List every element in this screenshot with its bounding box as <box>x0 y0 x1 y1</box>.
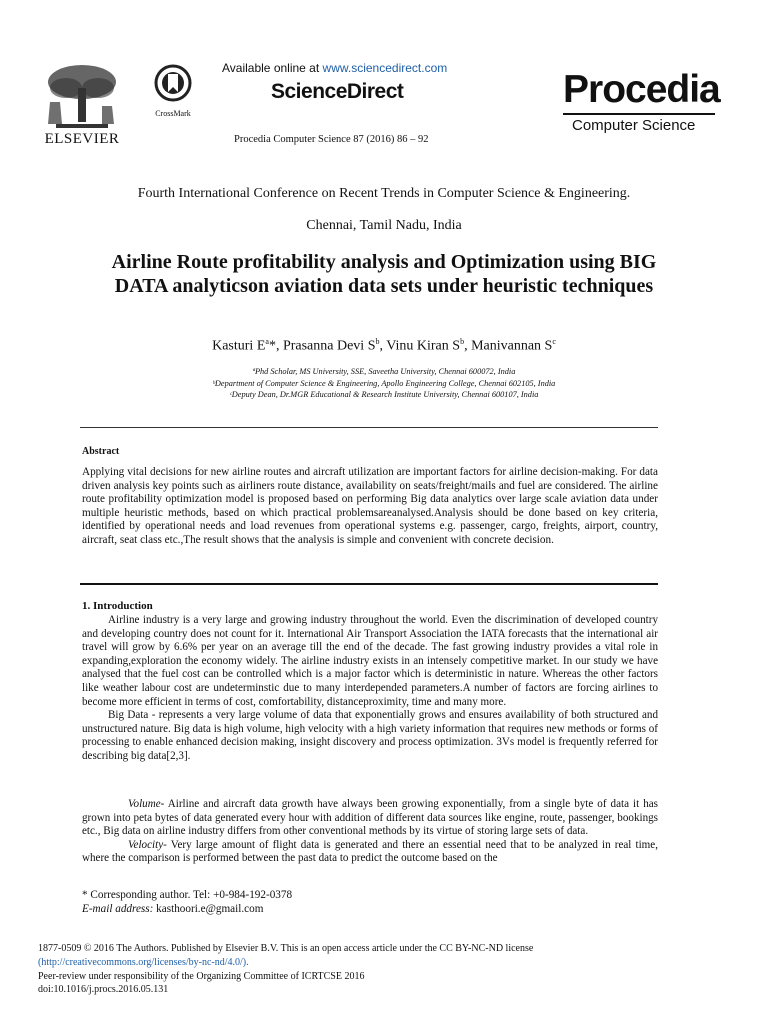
crossmark-label: CrossMark <box>155 109 191 118</box>
license-link[interactable]: (http://creativecommons.org/licenses/by-nc-nd/4.0/). <box>38 956 249 968</box>
affiliation: ᶜDeputy Dean, Dr.MGR Educational & Research Institute University, Chennai 600107, India <box>229 390 539 399</box>
paragraph-text: Very large amount of flight data is generated and there an essential need that to be analyzed in real time, where the comparison is performed between the past data to predict the outcome based on the <box>82 838 658 865</box>
corresponding-author: * Corresponding author. Tel: +0-984-192-0378 <box>82 889 293 901</box>
author-list <box>0 337 768 355</box>
author-mark: c <box>552 337 556 346</box>
paragraph <box>82 839 658 866</box>
email-line <box>82 902 292 916</box>
vs-description <box>82 798 658 866</box>
affiliations <box>0 366 768 401</box>
term: Velocity- <box>128 838 167 851</box>
author-mark: b <box>375 337 380 346</box>
author-separator: *, <box>268 338 283 354</box>
crossmark-badge[interactable] <box>150 64 196 118</box>
available-online <box>222 61 447 75</box>
procedia-divider <box>563 113 715 115</box>
section-heading: 1. Introduction <box>82 600 153 612</box>
conference-name: Fourth International Conference on Recent Trends in Computer Science & Engineering. <box>137 186 631 201</box>
author-separator: , <box>464 338 472 354</box>
conference-location: Chennai, Tamil Nadu, India <box>306 218 462 233</box>
author-mark: a <box>265 337 269 346</box>
procedia-wordmark: Procedia <box>563 68 720 111</box>
journal-reference: Procedia Computer Science 87 (2016) 86 – 92 <box>234 134 429 145</box>
author-name: Vinu Kiran S <box>386 338 461 354</box>
introduction-body <box>82 614 658 764</box>
author-separator: , <box>379 338 387 354</box>
affiliation: ªPhd Scholar, MS University, SSE, Saveetha University, Chennai 600072, India <box>252 367 516 376</box>
abstract-text: Applying vital decisions for new airline routes and aircraft utilization are important factors for airline decision-making. For data driven analysis key points such as airliners route distance, availability on seats/freight/mails and fuel are considered. The airline route profitability optimization model is proposed based on performing Big data analytics over large scale aviation data under multiple heuristic methods, based on which practical problemsareanalysed.Analysis should be done based on key criteria, identified by operational needs and load revenues from operational systems e.g. passenger, cargo, freights, airport, country, aircraft, seat class etc.,The result shows that the analysis is simple and convenient with concrete decision. <box>82 466 658 546</box>
author-name: Prasanna Devi S <box>282 338 376 354</box>
email-label: E-mail address: <box>82 903 154 915</box>
author-name: Manivannan S <box>471 338 553 354</box>
term: Volume- <box>128 798 165 810</box>
header-divider <box>80 427 658 428</box>
sciencedirect-link[interactable]: www.sciencedirect.com <box>322 61 448 75</box>
paragraph-text: Airline and aircraft data growth have always been growing exponentially, from a single byte of data it has grown into peta bytes of data generated every hour with addition of different data sources like engine, route, passenger, bookings etc., Big data on airline industry differs from other conventional methods by its virtue of storing large sets of data. <box>82 798 658 838</box>
author-name: Kasturi E <box>212 338 266 354</box>
paper-title: Airline Route profitability analysis and Optimization using BIG DATA analyticson aviation data sets under heuristic techniques <box>111 251 657 297</box>
paragraph: Big Data - represents a very large volume of data that exponentially grows and ensures availability of both structured and unstructured nature. Big data is high volume, high velocity with a high variety information that requires new methods or forms of processing to enable enhanced decision making, insight discovery and process optimization. 3Vs model is frequently referred for describing big data[2,3]. <box>82 709 658 762</box>
peer-review-line: Peer-review under responsibility of the Organizing Committee of ICRTCSE 2016 <box>38 970 365 982</box>
corresponding-footnote <box>82 888 292 916</box>
crossmark-icon <box>154 64 192 102</box>
publisher-name: ELSEVIER <box>44 131 120 147</box>
procedia-subtitle: Computer Science <box>572 117 696 134</box>
abstract-heading: Abstract <box>82 446 120 457</box>
abstract-divider <box>80 583 658 585</box>
affiliation: ᵇDepartment of Computer Science & Engineering, Apollo Engineering College, Chennai 602105, India <box>212 378 556 388</box>
sciencedirect-wordmark: ScienceDirect <box>271 80 404 103</box>
available-prefix: Available online at <box>222 61 323 75</box>
author-mark: b <box>460 337 465 346</box>
email-address[interactable]: kasthoori.e@gmail.com <box>153 903 264 915</box>
paragraph: Airline industry is a very large and growing industry throughout the world. Even the discrimination of developed country and developing country does not count for it. International Air Transport Association the IATA forecasts that the international air travel will grow by 6.6% per year on an average till the end of the decade. The fast growing industry provides a vital role in expanding,exploration the economy widely. The airline industry exists in an intensely competitive market. In our study we have analysed that the fuel cost can be controlled which is a major factor which is deterministic in nature. Whereas the other factors like weather labour cost are undeterminstic due to many interdepended parameters.A number of factors are forcing airlines to become more efficient in terms of cost, comfortability, distanceproximity, time and many more. <box>82 614 658 708</box>
paragraph <box>82 798 658 839</box>
copyright-footer <box>38 942 533 997</box>
license-line: 1877-0509 © 2016 The Authors. Published by Elsevier B.V. This is an open access article under the CC BY-NC-ND license <box>38 943 534 954</box>
doi[interactable]: doi:10.1016/j.procs.2016.05.131 <box>38 984 169 996</box>
